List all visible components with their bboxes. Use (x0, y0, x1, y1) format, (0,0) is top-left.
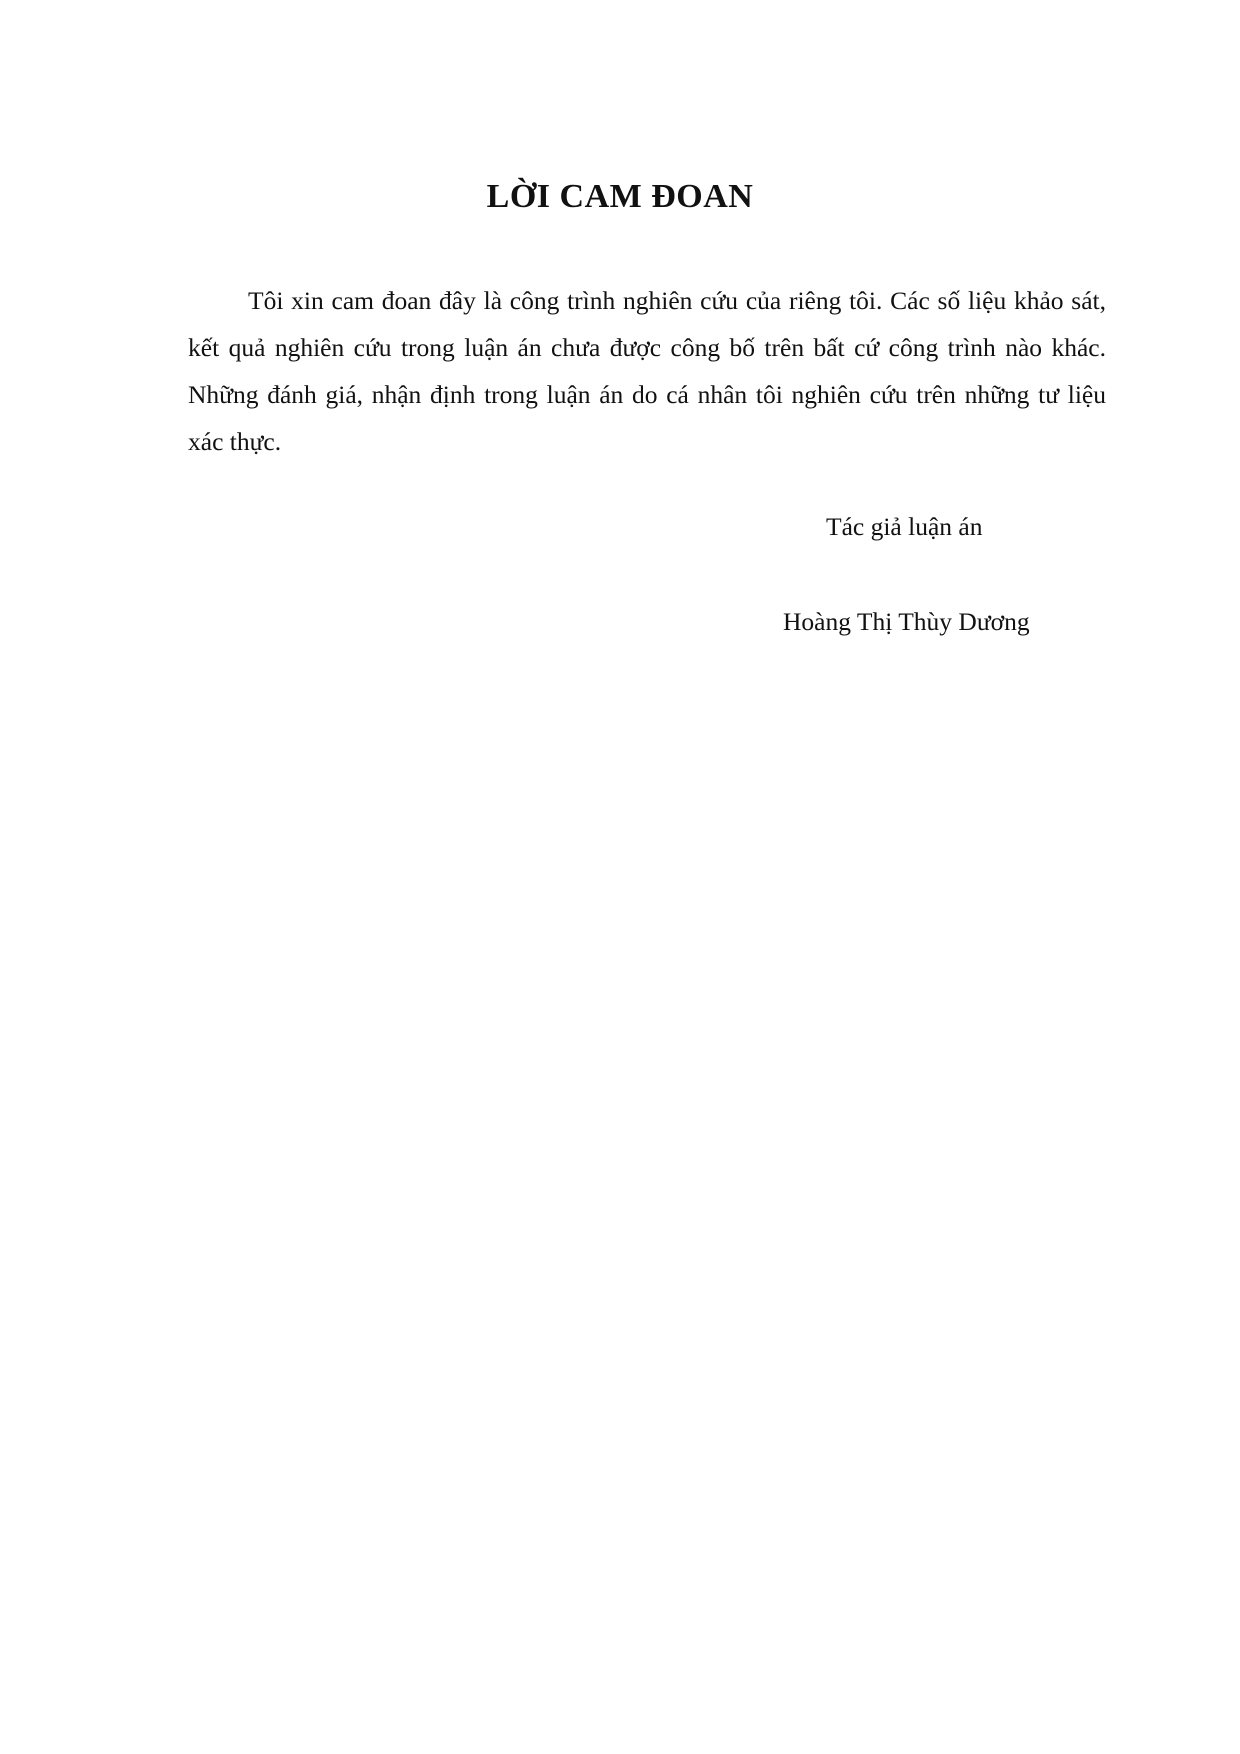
signature-name: Hoàng Thị Thùy Dương (783, 607, 1030, 636)
page-title: LỜI CAM ĐOAN (486, 178, 754, 215)
signature-role: Tác giả luận án (826, 512, 983, 541)
declaration-paragraph: Tôi xin cam đoan đây là công trình nghiên cứu của riêng tôi. Các số liệu khảo sát, kết quả nghiên cứu trong luận án chưa được công bố trên bất cứ công trình nào khác. Những đánh giá, nhận định trong luận án do cá nhân tôi nghiên cứu trên những tư liệu xác thực. (188, 286, 1106, 456)
